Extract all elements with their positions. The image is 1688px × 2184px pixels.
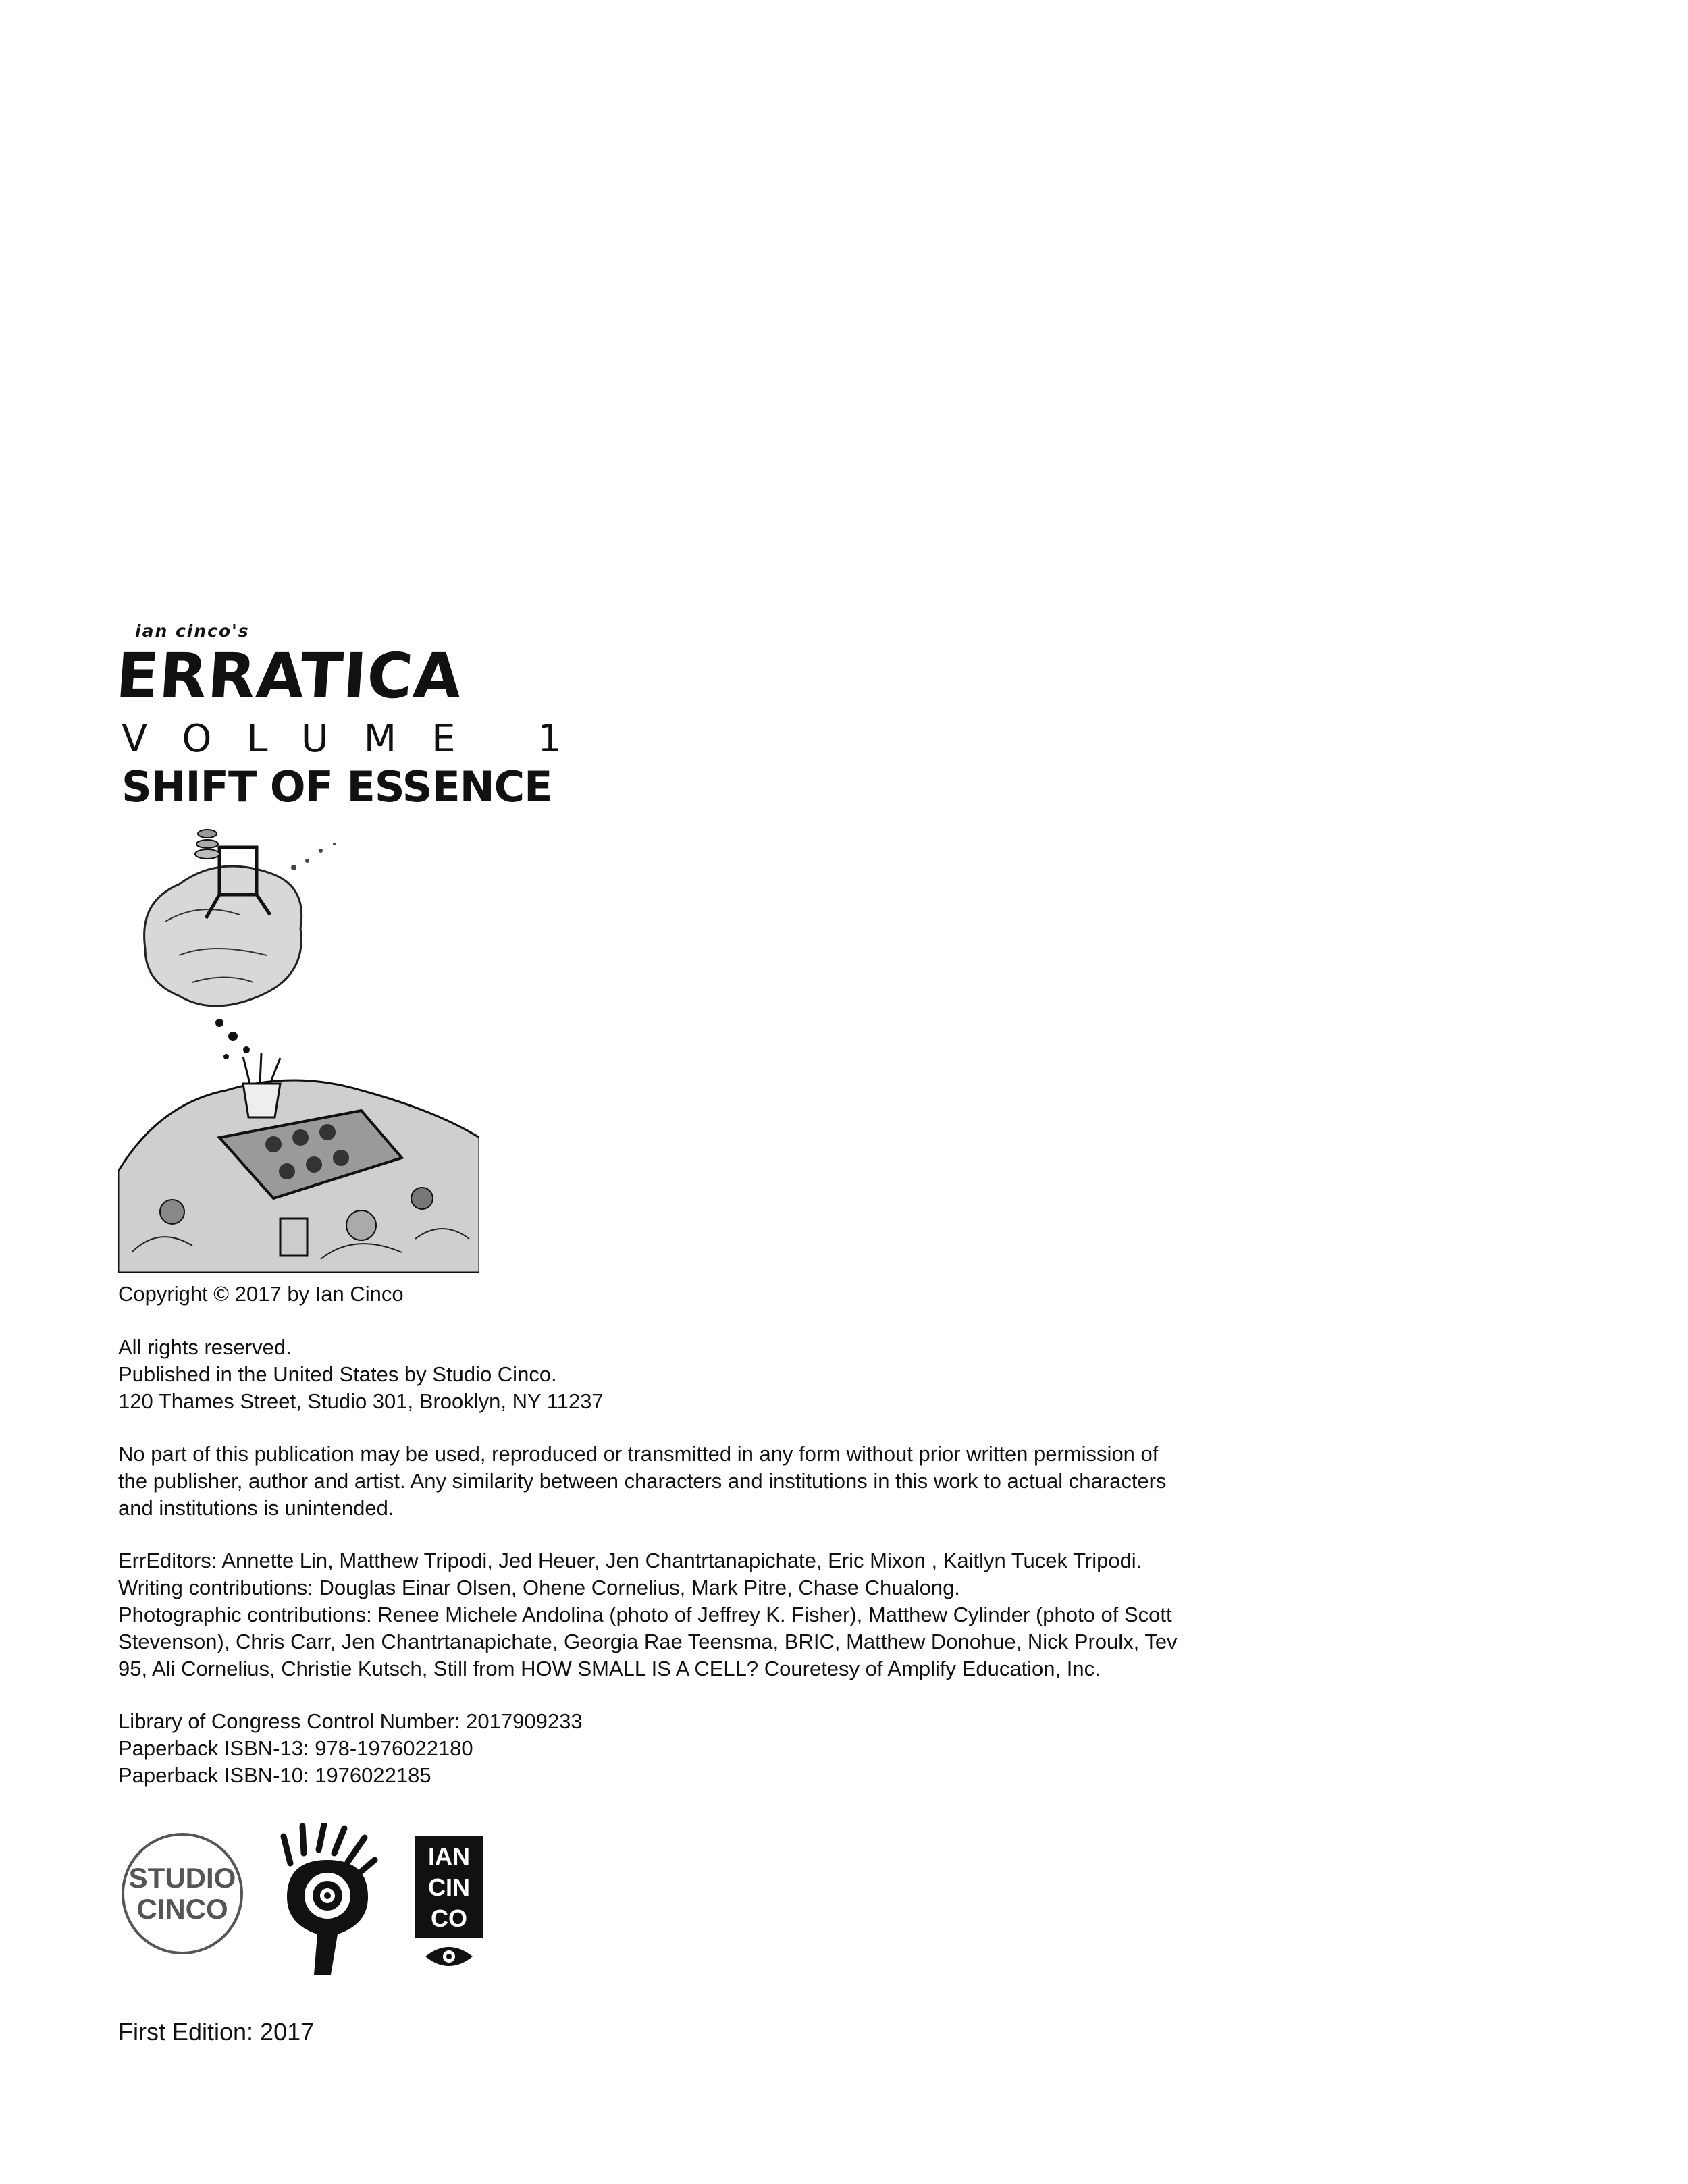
writing-line: Writing contributions: Douglas Einar Olsen, Ohene Cornelius, Mark Pitre, Chase Chualong.: [118, 1576, 960, 1599]
disclaimer-line: and institutions is unintended.: [118, 1496, 394, 1520]
svg-text:IAN: IAN: [428, 1842, 470, 1870]
volume-label: VOLUME 1: [122, 717, 597, 761]
catalog-info: [118, 1708, 1266, 1789]
studio-cinco-logo: STUDIO CINCO: [122, 1833, 243, 1954]
svg-text:CIN: CIN: [428, 1873, 470, 1901]
isbn13-line: Paperback ISBN-13: 978-1976022180: [118, 1736, 473, 1760]
publisher-info: [118, 1334, 1266, 1415]
disclaimer-line: the publisher, author and artist. Any similarity between characters and institutions in this work to actual characters: [118, 1469, 1167, 1493]
cover-illustration: [118, 820, 479, 1273]
edition-line: First Edition: 2017: [118, 2018, 315, 2046]
series-title: ERRATICA: [113, 640, 465, 712]
svg-text:CO: CO: [431, 1905, 467, 1932]
editors-line: ErrEditors: Annette Lin, Matthew Tripodi, Jed Heuer, Jen Chantrtanapichate, Eric Mixon , Kaitlyn Tucek Tripodi.: [118, 1549, 1142, 1572]
lccn-line: Library of Congress Control Number: 2017909233: [118, 1709, 583, 1733]
photo-credits-line: Photographic contributions: Renee Michele Andolina (photo of Jeffrey K. Fisher), Matthew Cylinder (photo of Scott: [118, 1603, 1172, 1626]
rights-reserved: All rights reserved.: [118, 1335, 292, 1359]
credits-paragraph: [118, 1547, 1266, 1682]
disclaimer-line: No part of this publication may be used, reproduced or transmitted in any form without prior written permission of: [118, 1442, 1159, 1466]
series-byline: ian cinco's: [135, 621, 250, 641]
isbn10-line: Paperback ISBN-10: 1976022185: [118, 1763, 431, 1787]
book-subtitle: SHIFT OF ESSENCE: [122, 762, 552, 811]
photo-credits-line: Stevenson), Chris Carr, Jen Chantrtanapichate, Georgia Rae Teensma, BRIC, Matthew Donohue, Nick Proulx, Tev: [118, 1630, 1178, 1653]
photo-credits-line: 95, Ali Cornelius, Christie Kutsch, Still from HOW SMALL IS A CELL? Couretesy of Amplify Education, Inc.: [118, 1657, 1101, 1680]
copyright-line: Copyright © 2017 by Ian Cinco: [118, 1282, 404, 1306]
publisher-line: Published in the United States by Studio Cinco.: [118, 1362, 557, 1386]
erratica-eye-logo: [277, 1823, 378, 1978]
publisher-address: 120 Thames Street, Studio 301, Brooklyn, NY 11237: [118, 1389, 604, 1413]
ian-cinco-logo: [415, 1836, 483, 1971]
disclaimer-paragraph: [118, 1441, 1266, 1522]
